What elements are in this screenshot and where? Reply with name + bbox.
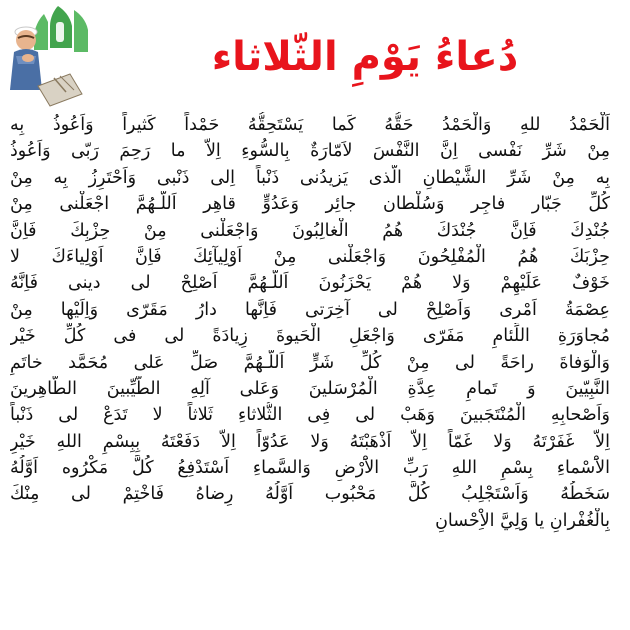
prayer-line: جُنْدِكَ فَاِنَّ جُنْدَكَ هُمُ الْغالِبُونَ وَاجْعَلْنى مِنْ حِزْبِكَ فَاِنَّ: [10, 220, 610, 241]
prayer-line: اِلاّ غَفَرْتَهُ وَلا غَمّاً اِلاّ اَذْهَبْتَهُ وَلا عَدُوّاً اِلاّ دَفَعْتَهُ بِبِسْمِ اللهِ خَيْرِ: [10, 431, 610, 452]
prayer-line: بِالْغُفْرانِ يا وَلِيَّ الاِْحْسانِ: [435, 510, 610, 531]
prayer-line: كُلِّ جَبّار فاجِر وَسُلْطان جائِر وَعَدُوٍّ قاهِر اَللّـهُمَّ اجْعَلْنى مِنْ: [10, 194, 610, 215]
prayer-line: النَّبِيّينَ وَ تَمامِ عِدَّةِ الْمُرْسَلينَ وَعَلى آلِهِ الطَّيِّبينَ الطّاهِرينَ: [10, 378, 610, 399]
prayer-line: اَلْحَمْدُ للهِ وَالْحَمْدُ حَقُّهُ كَما يَسْتَحِقُّهُ حَمْداً كَثيراً وَاَعُوذُ بِه: [10, 115, 610, 135]
prayer-line: بِه مِنْ شَرِّ الشَّيْطانِ الَّذى يَزيدُنى ذَنْباً اِلى ذَنْبى وَاَحْتَرِزُ بِه مِنْ: [10, 167, 610, 188]
prayer-line: خَوْفٌ عَلَيْهِمْ وَلا هُمْ يَحْزَنُونَ اَللّـهُمَّ اَصْلِحْ لى دينى فَاِنَّهُ: [10, 273, 610, 294]
prayer-line: سَخَطُهُ وَاَسْتَجْلِبُ كُلَّ مَحْبُوب اَوَّلُهُ رِضاهُ فَاخْتِمْ لى مِنْكَ: [10, 484, 610, 505]
praying-child-icon: [4, 4, 114, 110]
page-title: دُعاءُ يَوْمِ الثّلاثاء: [211, 34, 519, 80]
prayer-line: وَالْوَفاةَ راحَةً لى مِنْ كُلِّ شَرٍّ اَللّـهُمَّ صَلِّ عَلى مُحَمَّد خاتَمِ: [10, 352, 610, 373]
page-header: [0, 0, 630, 110]
prayer-line: عِصْمَةُ اَمْرى وَاَصْلِحْ لى آخِرَتى فَاِنَّها دارُ مَقَرّى وَاِلَيْها مِنْ: [10, 299, 610, 320]
prayer-line: حِزْبَكَ هُمُ الْمُفْلِحُونَ وَاجْعَلْنى مِنْ اَوْلِيآئِكَ فَاِنَّ اَوْلِياءَكَ لا: [10, 246, 610, 267]
prayer-line: مُجاوَرَةِ اللِّئامِ مَفَرّى وَاجْعَلِ الْحَيوةَ زِيادَةً لى فى كُلِّ خَيْر: [10, 326, 610, 347]
prayer-body: [10, 112, 610, 624]
prayer-line: وَاَصْحابِهِ الْمُنْتَجَبينَ وَهَبْ لى فِى الثُّلاثاءِ ثَلاثاً لا تَدَعْ لى ذَنْباً: [10, 405, 610, 426]
prayer-line: الاَْسْماءِ بِسْمِ اللهِ رَبِّ الاَْرْضِ وَالسَّماءِ اَسْتَدْفِعُ كُلَّ مَكْرُوه اَوَّلُهُ: [10, 458, 610, 479]
green-emblem-icon: [34, 6, 88, 52]
prayer-line: مِنْ شَرِّ نَفْسى اِنَّ النَّفْسَ لاَمّارَةٌ بِالسُّوءِ اِلاّ ما رَحِمَ رَبّى وَاَعُوذُ: [10, 141, 610, 162]
